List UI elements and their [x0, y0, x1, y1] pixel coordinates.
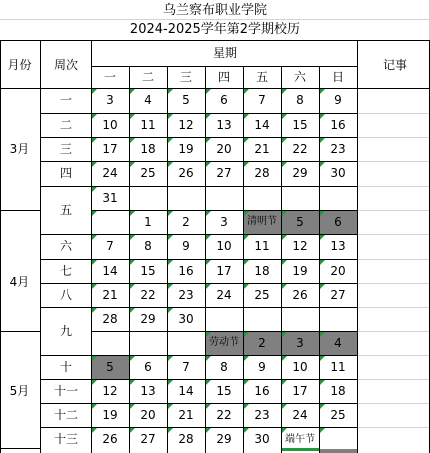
date-cell: 10: [216, 239, 232, 253]
date-cell: 19: [178, 142, 194, 156]
holiday-cell: [320, 449, 357, 453]
v-rule: [40, 40, 41, 453]
date-cell: 30: [254, 432, 270, 446]
date-cell: 11: [254, 239, 270, 253]
h-rule: [0, 210, 40, 211]
notes-gridline: [358, 283, 429, 284]
date-cell: 29: [216, 432, 232, 446]
date-cell: 4: [334, 336, 342, 350]
h-rule: [91, 113, 357, 114]
notes-gridline: [358, 403, 429, 404]
date-cell: 24: [292, 408, 308, 422]
weekday-header: 日: [331, 70, 344, 84]
h-rule: [0, 331, 40, 332]
week-label: 一: [59, 93, 72, 107]
green-corner-marker: [320, 428, 325, 433]
date-cell: 10: [102, 118, 118, 132]
h-rule: [40, 355, 91, 356]
h-rule: [91, 379, 357, 380]
title-gridline: [0, 19, 430, 20]
date-cell: 14: [254, 118, 270, 132]
date-cell: 16: [178, 264, 194, 278]
holiday-label: 清明节: [247, 216, 277, 227]
week-label: 十三: [53, 432, 78, 446]
date-cell: 13: [216, 118, 232, 132]
date-cell: 20: [216, 142, 232, 156]
notes-column-header: 记事: [382, 58, 407, 72]
h-rule: [91, 331, 357, 332]
h-rule: [40, 307, 91, 308]
week-label: 十二: [53, 408, 78, 422]
h-rule: [40, 137, 91, 138]
notes-gridline: [358, 186, 429, 187]
date-cell: 11: [330, 360, 346, 374]
date-cell: 30: [330, 166, 346, 180]
date-cell: 27: [140, 432, 156, 446]
h-rule: [91, 283, 357, 284]
week-label: 四: [59, 166, 72, 180]
calendar-subtitle: 2024-2025学年第2学期校历: [129, 22, 301, 37]
date-cell: 12: [178, 118, 194, 132]
date-cell: 28: [254, 166, 270, 180]
date-cell: 8: [144, 239, 152, 253]
date-cell: 25: [140, 166, 156, 180]
date-cell: 4: [144, 93, 152, 107]
date-cell: 6: [220, 93, 228, 107]
date-cell: 24: [102, 166, 118, 180]
h-rule: [91, 210, 357, 211]
h-rule: [0, 448, 40, 449]
date-cell: 26: [178, 166, 194, 180]
date-cell: 22: [216, 408, 232, 422]
notes-gridline: [358, 113, 429, 114]
notes-gridline: [358, 355, 429, 356]
date-cell: 7: [106, 239, 114, 253]
date-cell: 19: [102, 408, 118, 422]
month-label: 4月: [9, 275, 30, 289]
h-rule: [40, 259, 91, 260]
date-cell: 12: [292, 239, 308, 253]
h-rule: [91, 355, 357, 356]
date-cell: 23: [254, 408, 270, 422]
date-cell: 30: [178, 312, 194, 326]
date-cell: 8: [220, 360, 228, 374]
date-cell: 8: [296, 93, 304, 107]
notes-gridline: [358, 234, 429, 235]
date-cell: 14: [102, 264, 118, 278]
h-rule: [40, 427, 91, 428]
week-label: 七: [59, 264, 72, 278]
date-cell: 15: [140, 264, 156, 278]
date-cell: 26: [292, 288, 308, 302]
date-cell: 26: [102, 432, 118, 446]
h-rule: [40, 403, 91, 404]
date-cell: 28: [102, 312, 118, 326]
date-cell: 3: [220, 215, 228, 229]
month-column-header: 月份: [7, 58, 32, 72]
weekday-header: 六: [293, 70, 306, 84]
date-cell: 17: [292, 384, 308, 398]
h-rule: [91, 307, 357, 308]
date-cell: 9: [334, 93, 342, 107]
date-cell: 16: [254, 384, 270, 398]
date-cell: 17: [102, 142, 118, 156]
holiday-label: 劳动节: [209, 337, 239, 348]
h-rule: [0, 88, 430, 89]
date-cell: 6: [334, 215, 342, 229]
h-rule: [91, 186, 357, 187]
date-cell: 15: [292, 118, 308, 132]
calendar-title: 乌兰察布职业学院: [162, 3, 267, 18]
h-rule: [91, 234, 357, 235]
notes-gridline: [358, 307, 429, 308]
v-rule: [0, 40, 1, 453]
notes-gridline: [358, 137, 429, 138]
date-cell: 23: [178, 288, 194, 302]
week-label: 六: [59, 239, 72, 253]
h-rule: [0, 40, 430, 41]
week-label: 五: [59, 203, 72, 217]
month-label: 5月: [9, 384, 30, 398]
weekday-header: 二: [141, 70, 154, 84]
date-cell: 21: [102, 288, 118, 302]
date-cell: 18: [254, 264, 270, 278]
h-rule: [40, 379, 91, 380]
date-cell: 17: [216, 264, 232, 278]
date-cell: 27: [216, 166, 232, 180]
h-rule: [40, 186, 91, 187]
date-cell: 21: [254, 142, 270, 156]
date-cell: 29: [140, 312, 156, 326]
weekday-header: 五: [255, 70, 268, 84]
date-cell: 10: [292, 360, 308, 374]
notes-gridline: [358, 259, 429, 260]
h-rule: [91, 403, 357, 404]
date-cell: 23: [330, 142, 346, 156]
holiday-label: 端午节: [285, 434, 315, 445]
date-cell: 5: [182, 93, 190, 107]
date-cell: 24: [216, 288, 232, 302]
date-cell: 6: [144, 360, 152, 374]
date-cell: 27: [330, 288, 346, 302]
month-label: 3月: [9, 142, 30, 156]
h-rule: [91, 161, 357, 162]
weekday-header: 三: [179, 70, 192, 84]
date-cell: 28: [178, 432, 194, 446]
notes-gridline: [358, 427, 429, 428]
notes-gridline: [358, 331, 429, 332]
date-cell: 13: [140, 384, 156, 398]
date-cell: 22: [292, 142, 308, 156]
date-cell: 19: [292, 264, 308, 278]
weekday-header: 四: [217, 70, 230, 84]
date-cell: 5: [106, 360, 114, 374]
notes-gridline: [358, 210, 429, 211]
date-cell: 29: [292, 166, 308, 180]
week-label: 十一: [53, 384, 78, 398]
h-rule: [40, 234, 91, 235]
date-cell: 7: [182, 360, 190, 374]
date-cell: 9: [182, 239, 190, 253]
date-cell: 12: [102, 384, 118, 398]
h-rule: [40, 161, 91, 162]
date-cell: 3: [106, 93, 114, 107]
v-rule: [91, 40, 92, 453]
weekday-group-header: 星期: [212, 46, 237, 60]
notes-gridline: [358, 379, 429, 380]
date-cell: 3: [296, 336, 304, 350]
date-cell: 14: [178, 384, 194, 398]
week-label: 二: [59, 118, 72, 132]
date-cell: 22: [140, 288, 156, 302]
date-cell: 21: [178, 408, 194, 422]
date-cell: 1: [144, 215, 152, 229]
h-rule: [40, 283, 91, 284]
date-cell: 20: [330, 264, 346, 278]
date-cell: 5: [296, 215, 304, 229]
week-label: 八: [59, 288, 72, 302]
date-cell: 16: [330, 118, 346, 132]
h-rule: [91, 66, 357, 67]
date-cell: 2: [258, 336, 266, 350]
date-cell: 13: [330, 239, 346, 253]
h-rule: [40, 113, 91, 114]
week-label: 十: [59, 360, 72, 374]
h-rule: [91, 259, 357, 260]
week-label: 三: [59, 142, 72, 156]
date-cell: 25: [254, 288, 270, 302]
week-label: 九: [59, 324, 72, 338]
notes-gridline: [358, 161, 429, 162]
date-cell: 7: [258, 93, 266, 107]
date-cell: 20: [140, 408, 156, 422]
h-rule: [91, 137, 357, 138]
date-cell: 18: [140, 142, 156, 156]
week-column-header: 周次: [53, 58, 78, 72]
date-cell: 15: [216, 384, 232, 398]
date-cell: 18: [330, 384, 346, 398]
date-cell: 11: [140, 118, 156, 132]
green-corner-marker: [92, 211, 97, 216]
h-rule: [91, 427, 357, 428]
v-rule: [357, 40, 358, 453]
weekday-header: 一: [103, 70, 116, 84]
date-cell: 31: [102, 191, 118, 205]
date-cell: 25: [330, 408, 346, 422]
date-cell: 2: [182, 215, 190, 229]
date-cell: 9: [258, 360, 266, 374]
